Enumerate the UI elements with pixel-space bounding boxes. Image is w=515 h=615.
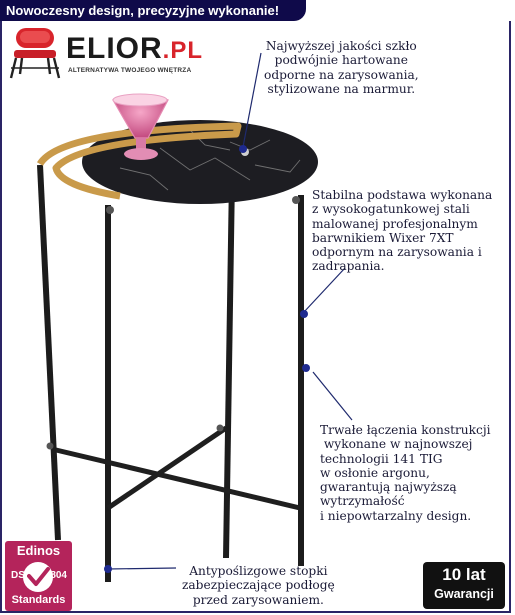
weld-line: technologii 141 TIG <box>320 451 443 466</box>
base-line: zadrapania. <box>312 259 385 274</box>
weld-callout <box>320 423 491 523</box>
feet-line: Antypoślizgowe stopki <box>189 564 328 578</box>
glass-callout <box>264 39 419 96</box>
edinos-number: 804 <box>50 570 67 581</box>
base-line: Stabilna podstawa wykonana <box>312 188 493 202</box>
edinos-title: Edinos <box>16 543 61 558</box>
callout-dots <box>104 145 310 573</box>
base-line: odpornym na zarysowania i <box>312 245 482 260</box>
warranty-years: 10 lat <box>442 565 486 584</box>
base-line: z wysokogatunkowej stali <box>312 202 470 217</box>
logo-tagline: ALTERNATYWA TWOJEGO WNĘTRZA <box>68 67 192 74</box>
glass-line: odporne na zarysowania, <box>264 67 419 82</box>
glass-line: stylizowane na marmur. <box>267 81 416 96</box>
edinos-standards: Standards <box>11 594 66 606</box>
leg-bolts <box>47 196 301 450</box>
weld-line: wytrzymałość <box>320 494 405 509</box>
weld-line: w osłonie argonu, <box>320 465 430 480</box>
base-line: malowanej profesjonalnym <box>312 216 478 231</box>
edinos-badge <box>5 541 72 611</box>
table-legs <box>40 165 301 582</box>
logo-brand: ELIOR <box>66 32 163 65</box>
base-callout <box>312 188 492 274</box>
glass-line: podwójnie hartowane <box>274 53 408 68</box>
promo-banner: Nowoczesny design, precyzyjne wykonanie! <box>0 0 306 21</box>
weld-line: i niepowtarzalny design. <box>320 508 472 523</box>
logo-tld: .PL <box>162 37 204 64</box>
glass-line: Najwyższej jakości szkło <box>265 39 417 53</box>
weld-line: wykonane w najnowszej <box>320 437 473 452</box>
feet-line: przed zarysowaniem. <box>192 592 324 607</box>
cross-stretcher <box>56 428 300 508</box>
weld-line: gwarantują najwyższą <box>320 480 457 495</box>
warranty-label: Gwarancji <box>434 587 494 601</box>
weld-line: Trwałe łączenia konstrukcji <box>320 423 491 437</box>
warranty-badge <box>423 562 505 609</box>
feet-line: zabezpieczające podłogę <box>182 578 335 593</box>
base-line: barwnikiem Wixer 7XT <box>312 230 454 245</box>
edinos-dsi: DSI <box>11 570 28 581</box>
feet-callout <box>182 564 335 607</box>
